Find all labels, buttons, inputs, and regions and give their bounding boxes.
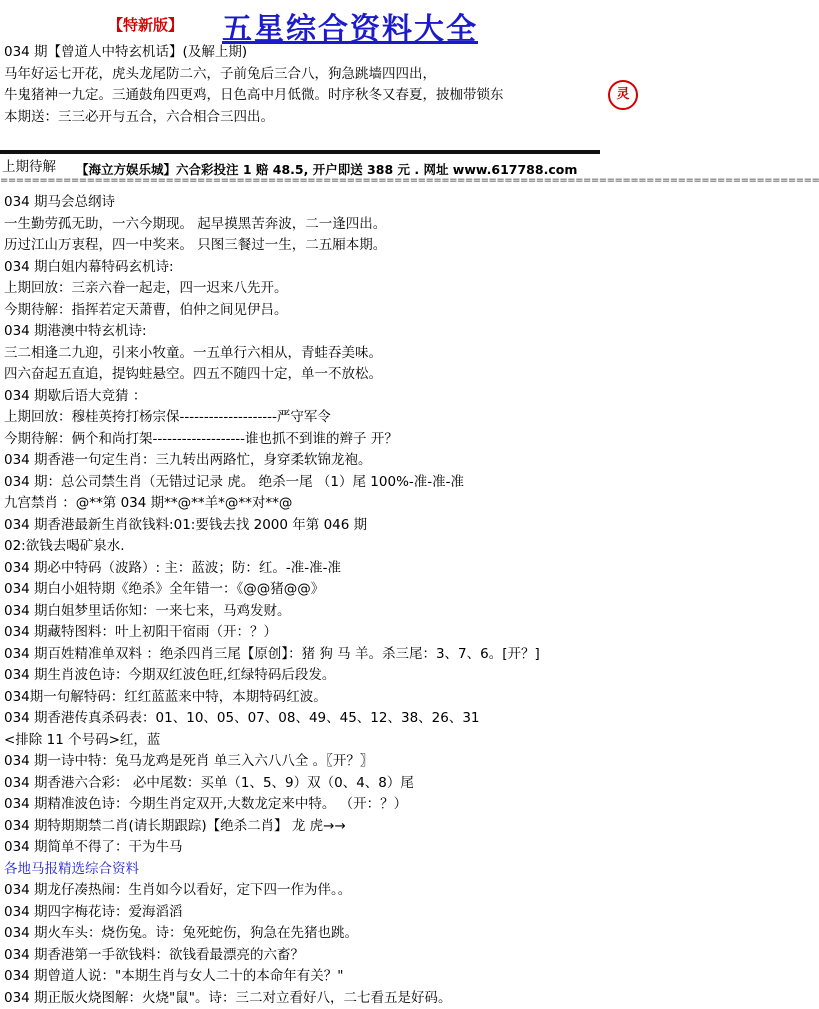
- content-line: 034 期必中特码（波路）: 主：蓝波；防：红。-准-准-准: [4, 558, 644, 580]
- content-line: 034 期香港最新生肖欲钱料:01:要钱去找 2000 年第 046 期: [4, 515, 644, 537]
- content-line: 034 期白姐梦里话你知：一来七来，马鸡发财。: [4, 601, 644, 623]
- ad-banner: [0, 150, 648, 190]
- page-title: 五星综合资料大全: [222, 4, 478, 48]
- intro-line: 本期送：三三必开与五合，六合相合三四出。: [4, 107, 644, 129]
- edition-tag: 【特新版】: [108, 14, 183, 35]
- content-line: 034 期香港一句定生肖：三九转出两路忙，身穿柔软锦龙袍。: [4, 450, 644, 472]
- content-line: 三二相逢二九迎，引来小牧童。一五单行六相从，青蛙吞美味。: [4, 343, 644, 365]
- content-line: 034 期火车头：烧伤兔。诗：兔死蛇伤，狗急在先猪也跳。: [4, 923, 644, 945]
- intro-line: 牛鬼猪神一九定。三通鼓角四更鸡，日色高中月低微。时序秋冬又春夏，披枷带锁东: [4, 85, 644, 107]
- content-line: 02:欲钱去喝矿泉水.: [4, 536, 644, 558]
- content-line: 034 期：总公司禁生肖（无错过记录 虎。 绝杀一尾 （1）尾 100%-准-准-准: [4, 472, 644, 494]
- content-line: 034 期简单不得了：干为牛马: [4, 837, 644, 859]
- content-line: 034 期马会总纲诗: [4, 192, 644, 214]
- content-line: 034 期香港传真杀码表：01、10、05、07、08、49、45、12、38、26、31: [4, 708, 644, 730]
- intro-line: 马年好运七开花，虎头龙尾防二六，子前兔后三合八，狗急跳墙四四出，: [4, 64, 644, 86]
- content-line: 历过江山万衷程，四一中奖来。 只图三餐过一生，二五厢本期。: [4, 235, 644, 257]
- content-line: 034 期白小姐特期《绝杀》全年错一：《@@猪@@》: [4, 579, 644, 601]
- stamp-icon: 灵: [608, 80, 638, 110]
- content-line: 034 期歇后语大竞猜 ：: [4, 386, 644, 408]
- content-line: 034 期精准波色诗：今期生肖定双开,大数龙定来中特。 （开：？）: [4, 794, 644, 816]
- content-line: 各地马报精选综合资料: [4, 859, 644, 881]
- equals-divider: ========================================================================================================: [0, 175, 819, 186]
- content-line: 034 期香港六合彩： 必中尾数：买单（1、5、9）双（0、4、8）尾: [4, 773, 644, 795]
- content-line: 一生勤劳孤无助，一六今期现。 起早摸黑苦奔波，二一逢四出。: [4, 214, 644, 236]
- content-line: 034 期四字梅花诗：爱海滔滔: [4, 902, 644, 924]
- promo-link[interactable]: 【海立方娱乐城】六合彩投注 1 赔 48.5, 开户即送 388 元 . 网址 www.617788.com: [76, 160, 577, 178]
- content-line: 034 期百姓精准单双料 ：绝杀四肖三尾【原创】：猪 狗 马 羊。杀三尾：3、7、6。[开？]: [4, 644, 644, 666]
- content-line: 034 期港澳中特玄机诗:: [4, 321, 644, 343]
- content-line: 034 期正版火烧图解：火烧"鼠"。诗：三二对立看好八，二七看五是好码。: [4, 988, 644, 1009]
- content-line: 034期一句解特码：红红蓝蓝来中特，本期特码红波。: [4, 687, 644, 709]
- section-label: 上期待解: [2, 155, 56, 175]
- content-line: 四六奋起五直追，提钩蛀悬空。四五不随四十定，单一不放松。: [4, 364, 644, 386]
- content-line: 九宫禁肖 ：@**第 034 期**@**羊*@**对**@: [4, 493, 644, 515]
- content-line: 034 期香港第一手欲钱料：欲钱看最漂亮的六畜？: [4, 945, 644, 967]
- content-line: 034 期曾道人说："本期生肖与女人二十的本命年有关？": [4, 966, 644, 988]
- content-line: 034 期生肖波色诗：今期双红波色旺,红绿特码后段发。: [4, 665, 644, 687]
- content-line: 今期待解：俩个和尚打架-------------------谁也抓不到谁的辫子 开？: [4, 429, 644, 451]
- content-line: 034 期特期期禁二肖(请长期跟踪)【绝杀二肖】 龙 虎→→: [4, 816, 644, 838]
- content-line: 034 期白姐内幕特码玄机诗:: [4, 257, 644, 279]
- content-line: <排除 11 个号码>红，蓝: [4, 730, 644, 752]
- content-line: 034 期藏特图料：叶上初阳干宿雨（开：？）: [4, 622, 644, 644]
- content-line: 034 期一诗中特：兔马龙鸡是死肖 单三入六八八全 。〖开？〗: [4, 751, 644, 773]
- content-line: 上期回放：三亲六眷一起走，四一迟来八先开。: [4, 278, 644, 300]
- page-header: [0, 4, 648, 42]
- content-line: 上期回放：穆桂英挎打杨宗保--------------------严守军令: [4, 407, 644, 429]
- content-list: [4, 192, 644, 1009]
- divider: [0, 150, 600, 154]
- intro-block: [4, 42, 644, 128]
- intro-line: 034 期【曾道人中特玄机话】(及解上期): [4, 42, 644, 64]
- content-line: 034 期龙仔凑热闹：生肖如今以看好，定下四一作为伴。。: [4, 880, 644, 902]
- content-line: 今期待解：指挥若定天萧曹，伯仲之间见伊吕。: [4, 300, 644, 322]
